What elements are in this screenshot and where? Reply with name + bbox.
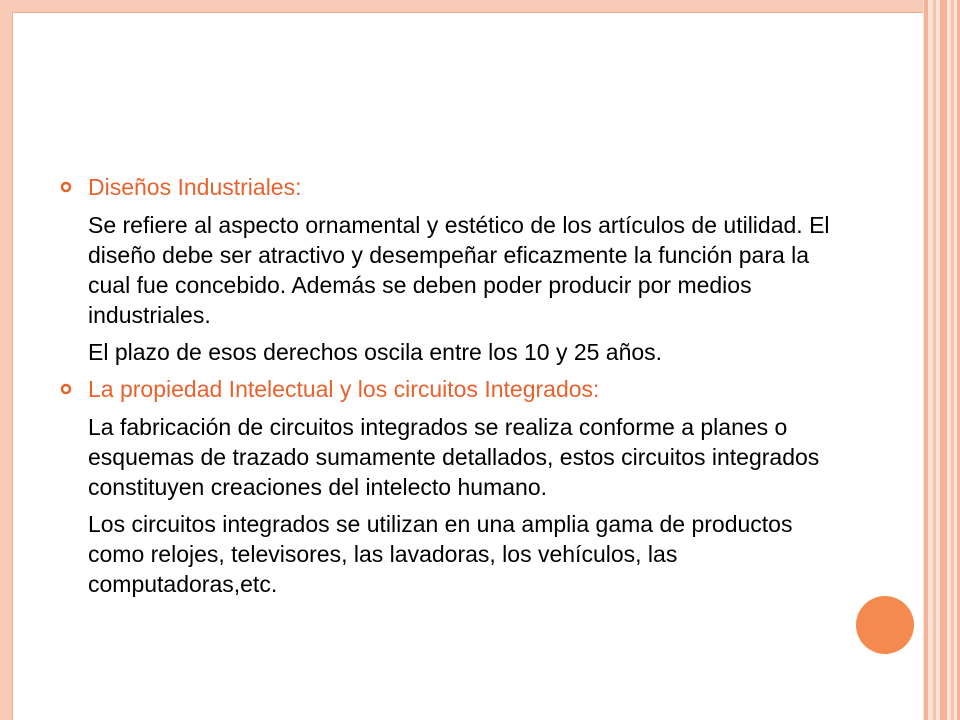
paragraph: Se refiere al aspecto ornamental y estético de los artículos de utilidad. El diseño debe ser atractivo y desempeñar eficazmente la función para la cual fue concebido. Además se deben poder producir por medios industriales. [88,212,830,328]
paragraph: El plazo de esos derechos oscila entre los 10 y 25 años. [88,339,663,365]
bullet-item [60,172,830,202]
section-heading: La propiedad Intelectual y los circuitos Integrados: [88,376,600,402]
decorative-circle [856,596,914,654]
slide-border-left [0,0,12,720]
paragraph: La fabricación de circuitos integrados se realiza conforme a planes o esquemas de trazado sumamente detallados, estos circuitos integrados constituyen creaciones del intelecto humano. [88,414,820,500]
section-heading: Diseños Industriales: [88,174,302,200]
slide-body [60,172,830,606]
decorative-stripe [933,0,936,720]
bullet-item [60,374,830,404]
decorative-stripe [924,0,928,720]
ring-bullet-icon [60,181,72,193]
paragraph: Los circuitos integrados se utilizan en una amplia gama de productos como relojes, televisores, las lavadoras, los vehículos, las computadoras,etc. [88,511,793,597]
slide-border-top [0,0,928,12]
decorative-stripe [951,0,954,720]
decorative-stripe [940,0,947,720]
ring-bullet-icon [60,383,72,395]
